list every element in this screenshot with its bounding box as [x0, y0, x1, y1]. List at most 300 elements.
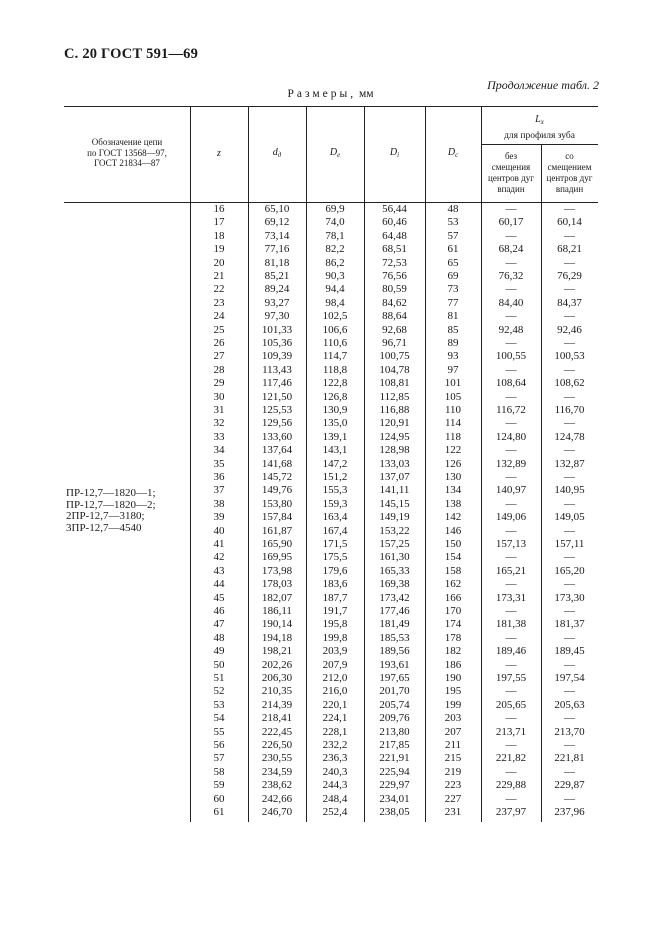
cell-Di: 104,78	[379, 363, 410, 376]
cell-De: 98,4	[325, 296, 345, 309]
cell-L-with: 140,95	[554, 484, 585, 497]
cell-De: 135,0	[322, 417, 348, 430]
cell-L-without: —	[505, 203, 517, 215]
cell-De: 147,2	[322, 457, 348, 470]
cell-Dc: 174	[444, 618, 462, 631]
cell-L-with: —	[564, 256, 575, 269]
cell-L-without: —	[505, 685, 517, 698]
cell-De: 130,9	[322, 404, 348, 416]
cell-d: 178,03	[261, 578, 293, 591]
sizes-caption-unit: мм	[356, 88, 374, 100]
cell-L-with: —	[564, 605, 575, 617]
cell-De: 199,8	[322, 631, 348, 644]
cell-Di: 64,48	[382, 229, 407, 242]
cell-De: 139,1	[322, 430, 348, 443]
cell-L-without: 92,48	[498, 323, 524, 336]
cell-Dc: 130	[444, 471, 462, 483]
cell-L-without: —	[505, 417, 517, 430]
cell-d: 218,41	[261, 712, 293, 725]
cell-Dc: 85	[447, 323, 459, 336]
cell-d: 85,21	[264, 270, 290, 282]
header-d	[248, 147, 306, 161]
cell-L-with: 221,81	[554, 752, 585, 765]
cell-Dc: 223	[444, 779, 462, 792]
cell-L-with: 205,63	[554, 698, 585, 711]
header-designation-line: Обозначение цепи	[91, 137, 163, 147]
cell-L-with: —	[564, 524, 575, 537]
cell-Dc: 110	[444, 404, 462, 416]
cell-z: 22	[213, 283, 225, 296]
cell-Di: 145,15	[379, 497, 410, 510]
chain-designation-line: 2ПР-12,7—3180;	[66, 510, 145, 523]
cell-Dc: 166	[444, 591, 462, 604]
cell-Dc: 134	[444, 484, 462, 497]
cell-L-with: —	[564, 685, 575, 698]
cell-z: 47	[213, 618, 225, 631]
cell-Dc: 190	[444, 672, 462, 684]
chain-designation-line: ПР-12,7—1820—1;	[66, 487, 156, 499]
header-L-without-line: без	[504, 151, 518, 161]
cell-Dc: 142	[444, 511, 462, 524]
table-top-rule	[64, 106, 598, 107]
cell-L-with: —	[564, 444, 575, 457]
cell-De: 191,7	[322, 605, 348, 617]
cell-Di: 197,65	[379, 672, 410, 684]
cell-L-with: —	[564, 578, 575, 591]
sizes-caption	[0, 88, 661, 100]
cell-z: 38	[213, 497, 225, 510]
cell-L-with: 181,37	[554, 618, 585, 631]
cell-Dc: 118	[444, 430, 462, 443]
cell-z: 48	[213, 631, 225, 644]
header-Di-symbol: D	[389, 147, 398, 158]
header-designation-line: ГОСТ 21834—87	[94, 158, 160, 168]
cell-d: 202,26	[261, 658, 293, 671]
cell-Di: 76,56	[382, 270, 407, 282]
cell-L-with: —	[564, 203, 575, 215]
cell-Di: 56,44	[382, 203, 407, 215]
cell-L-without: —	[505, 229, 517, 242]
header-designation-line: по ГОСТ 13568—97,	[87, 147, 167, 158]
cell-Di: 96,71	[382, 337, 407, 349]
cell-z: 27	[213, 350, 225, 363]
cell-Dc: 138	[444, 497, 462, 510]
cell-L-without: —	[505, 765, 517, 778]
header-L-with-line: со	[565, 151, 574, 161]
cell-De: 126,8	[322, 390, 348, 403]
header-Dc-sub: c	[455, 151, 459, 159]
cell-L-with: 173,30	[554, 591, 585, 604]
cell-L-without: 213,71	[495, 725, 527, 738]
cell-Di: 60,46	[382, 216, 407, 229]
cell-d: 157,84	[261, 511, 293, 524]
cell-z: 20	[213, 256, 225, 269]
cell-z: 46	[213, 605, 225, 617]
cell-De: 224,1	[322, 712, 348, 725]
cell-Di: 157,25	[379, 538, 410, 550]
cell-Dc: 146	[444, 524, 462, 537]
cell-De: 102,5	[322, 310, 348, 323]
cell-Di: 238,05	[379, 806, 410, 818]
cell-Di: 169,38	[379, 578, 410, 591]
cell-Dc: 114	[444, 417, 462, 430]
cell-Di: 108,81	[379, 377, 410, 390]
cell-z: 29	[213, 377, 225, 390]
cell-d: 190,14	[261, 618, 293, 631]
cell-L-with: —	[564, 417, 575, 430]
cell-L-with: —	[564, 363, 575, 376]
header-Lx-symbol: L	[535, 114, 541, 125]
cell-De: 106,6	[322, 323, 348, 336]
cell-L-without: 165,21	[495, 564, 527, 577]
cell-Di: 177,46	[379, 605, 410, 617]
cell-Di: 181,49	[379, 618, 410, 631]
cell-Di: 201,70	[379, 685, 410, 698]
cell-Di: 149,19	[379, 511, 410, 524]
header-L-with-line: впадин	[555, 184, 584, 194]
cell-L-without: —	[505, 444, 517, 457]
cell-L-with: 92,46	[557, 323, 582, 336]
cell-z: 49	[213, 645, 225, 658]
cell-L-with: —	[564, 739, 575, 751]
cell-Di: 112,85	[379, 390, 410, 403]
cell-L-without: 68,24	[498, 243, 524, 256]
cell-Di: 225,94	[379, 765, 410, 778]
cell-L-with: —	[564, 310, 575, 323]
cell-L-with: —	[564, 471, 575, 483]
cell-z: 35	[213, 457, 225, 470]
cell-d: 145,72	[261, 471, 293, 483]
cell-De: 220,1	[322, 698, 348, 711]
header-L-with-line: центров дуг	[546, 173, 593, 183]
cell-Di: 137,07	[379, 471, 410, 483]
cell-L-without: —	[505, 256, 517, 269]
header-De	[306, 147, 364, 161]
cell-De: 151,2	[322, 471, 348, 483]
cell-Dc: 227	[444, 792, 462, 805]
cell-De: 183,6	[322, 578, 348, 591]
cell-De: 163,4	[322, 511, 348, 524]
cell-Dc: 53	[447, 216, 459, 229]
cell-L-without: —	[505, 578, 517, 591]
cell-Di: 209,76	[379, 712, 410, 725]
cell-Di: 193,61	[379, 658, 410, 671]
cell-Dc: 93	[447, 350, 459, 363]
chain-designation-line: 3ПР-12,7—4540	[66, 521, 142, 534]
cell-L-without: 197,55	[495, 672, 527, 684]
cell-z: 45	[213, 591, 225, 604]
lx-caption-rule	[481, 144, 598, 145]
cell-Dc: 97	[447, 363, 459, 376]
cell-De: 86,2	[325, 256, 345, 269]
cell-d: 125,53	[261, 404, 293, 416]
cell-Di: 68,51	[382, 243, 407, 256]
cell-Di: 153,22	[379, 524, 410, 537]
cell-Di: 116,88	[379, 404, 410, 416]
cell-d: 194,18	[261, 631, 293, 644]
cell-L-with: —	[564, 497, 575, 510]
cell-Dc: 65	[447, 256, 459, 269]
cell-De: 207,9	[322, 658, 348, 671]
cell-L-without: 140,97	[495, 484, 527, 497]
cell-z: 43	[213, 564, 225, 577]
cell-Dc: 126	[444, 457, 462, 470]
cell-Dc: 215	[444, 752, 462, 765]
cell-Di: 165,33	[379, 564, 410, 577]
cell-L-with: —	[564, 658, 575, 671]
page-title: С. 20 ГОСТ 591—69	[64, 46, 199, 62]
cell-De: 118,8	[322, 363, 348, 376]
cell-z: 59	[213, 779, 225, 792]
cell-d: 121,50	[261, 390, 293, 403]
cell-De: 252,4	[322, 806, 348, 818]
cell-d: 81,18	[264, 256, 290, 269]
cell-L-with: —	[564, 337, 575, 349]
cell-d: 161,87	[261, 524, 293, 537]
cell-De: 195,8	[322, 618, 348, 631]
cell-L-with: —	[564, 229, 575, 242]
cell-L-without: —	[505, 792, 517, 805]
cell-L-with: —	[564, 631, 575, 644]
cell-L-without: 60,17	[498, 216, 524, 229]
sizes-caption-label: Размеры,	[287, 88, 357, 100]
cell-Dc: 170	[444, 605, 462, 617]
cell-L-with: 108,62	[554, 377, 585, 390]
cell-L-with: 60,14	[557, 216, 582, 229]
cell-De: 179,6	[322, 564, 348, 577]
cell-d: 246,70	[261, 806, 293, 818]
cell-L-without: 205,65	[495, 698, 527, 711]
cell-Di: 80,59	[382, 283, 407, 296]
cell-L-without: 189,46	[495, 645, 527, 658]
cell-Dc: 69	[447, 270, 459, 282]
cell-L-without: 76,32	[498, 270, 524, 282]
cell-L-without: 149,06	[495, 511, 527, 524]
cell-z: 58	[213, 765, 225, 778]
cell-d: 133,60	[261, 430, 293, 443]
cell-Dc: 203	[444, 712, 462, 725]
chain-designation-line: ПР-12,7—1820—2;	[66, 498, 156, 511]
cell-d: 226,50	[261, 739, 293, 751]
cell-d: 97,30	[264, 310, 290, 323]
cell-z: 28	[213, 363, 225, 376]
header-L-without-line: центров дуг	[488, 173, 534, 183]
cell-Di: 221,91	[379, 752, 410, 765]
header-Di-sub: i	[397, 151, 400, 159]
cell-z: 52	[213, 685, 225, 698]
cell-d: 69,12	[264, 216, 290, 229]
header-Di	[364, 147, 425, 161]
cell-Di: 189,56	[379, 645, 410, 658]
cell-z: 54	[213, 712, 225, 725]
cell-Dc: 162	[444, 578, 462, 591]
cell-z: 25	[213, 323, 225, 336]
cell-z: 26	[213, 337, 225, 349]
cell-Di: 205,74	[379, 698, 410, 711]
cell-d: 198,21	[261, 645, 293, 658]
table-continuation-note: Продолжение табл. 2	[487, 78, 599, 92]
cell-z: 51	[213, 672, 225, 684]
cell-Di: 72,53	[382, 256, 407, 269]
cell-L-without: —	[505, 712, 517, 725]
cell-L-with: 189,45	[554, 645, 585, 658]
cell-z: 44	[213, 578, 225, 591]
cell-d: 186,11	[262, 605, 292, 617]
cell-Dc: 61	[447, 243, 459, 256]
cell-Dc: 186	[444, 658, 462, 671]
cell-L-with: 132,87	[554, 457, 585, 470]
cell-Di: 141,11	[379, 484, 410, 497]
cell-L-without: —	[505, 310, 517, 323]
cell-z: 34	[213, 444, 225, 457]
cell-Dc: 101	[444, 377, 462, 390]
cell-d: 77,16	[264, 243, 290, 256]
cell-L-without: 84,40	[498, 296, 524, 309]
cell-L-with: 68,21	[557, 243, 582, 256]
cell-z: 55	[213, 725, 225, 738]
cell-L-without: 221,82	[495, 752, 527, 765]
header-L-with-line: смещением	[547, 162, 592, 172]
cell-L-without: —	[505, 337, 517, 349]
header-Lx-symbol-line	[481, 114, 598, 128]
cell-d: 153,80	[261, 497, 293, 510]
cell-z: 31	[213, 404, 225, 416]
cell-d: 73,14	[264, 229, 290, 242]
cell-De: 143,1	[322, 444, 348, 457]
cell-Dc: 81	[447, 310, 459, 323]
cell-L-with: 124,78	[554, 430, 585, 443]
cell-Di: 100,75	[379, 350, 410, 363]
cell-L-with: —	[564, 551, 575, 564]
cell-z: 33	[213, 430, 225, 443]
cell-L-without: —	[505, 524, 517, 537]
cell-Di: 161,30	[379, 551, 410, 564]
cell-z: 60	[213, 792, 225, 805]
cell-d: 149,76	[261, 484, 293, 497]
cell-L-with: —	[564, 283, 575, 296]
cell-Dc: 154	[444, 551, 462, 564]
header-L-without-line: впадин	[497, 184, 525, 194]
cell-d: 222,45	[261, 725, 293, 738]
cell-L-without: —	[505, 605, 517, 617]
cell-d: 210,35	[261, 685, 293, 698]
cell-d: 93,27	[264, 296, 290, 309]
cell-z: 56	[213, 739, 225, 751]
cell-L-without: —	[505, 739, 517, 751]
cell-L-with: 213,70	[554, 725, 585, 738]
cell-Dc: 199	[444, 698, 462, 711]
header-De-sub: e	[337, 151, 341, 159]
cell-L-without: 173,31	[495, 591, 527, 604]
header-designation	[64, 137, 190, 169]
cell-z: 23	[213, 296, 225, 309]
cell-L-without: 132,89	[495, 457, 527, 470]
cell-De: 90,3	[325, 270, 345, 282]
cell-L-without: —	[505, 390, 517, 403]
cell-Di: 128,98	[379, 444, 410, 457]
cell-De: 82,2	[325, 243, 345, 256]
header-d-symbol: d	[272, 147, 278, 158]
cell-L-without: 124,80	[495, 430, 527, 443]
cell-z: 42	[213, 551, 225, 564]
cell-L-with: 149,05	[554, 511, 585, 524]
cell-De: 74,0	[325, 216, 345, 229]
cell-d: 238,62	[261, 779, 293, 792]
cell-z: 16	[213, 203, 225, 215]
cell-z: 30	[213, 390, 225, 403]
cell-d: 137,64	[261, 444, 293, 457]
cell-z: 19	[213, 243, 225, 256]
cell-L-with: 237,96	[554, 806, 585, 818]
cell-De: 244,3	[322, 779, 348, 792]
cell-L-with: 229,87	[554, 779, 585, 792]
header-Dc-symbol: D	[447, 147, 456, 158]
cell-Dc: 158	[444, 564, 462, 577]
header-Lx-sub: x	[540, 118, 544, 126]
header-L-with-offset	[541, 151, 598, 195]
cell-L-with: —	[564, 792, 575, 805]
cell-L-with: 157,11	[554, 538, 585, 550]
cell-Dc: 182	[444, 645, 462, 658]
cell-z: 53	[213, 698, 225, 711]
cell-Di: 133,03	[379, 457, 410, 470]
cell-Dc: 195	[444, 685, 462, 698]
cell-z: 57	[213, 752, 225, 765]
cell-d: 117,46	[262, 377, 292, 390]
header-L-without-offset	[481, 151, 541, 195]
cell-d: 129,56	[261, 417, 293, 430]
cell-De: 216,0	[322, 685, 348, 698]
cell-d: 165,90	[261, 538, 293, 550]
cell-L-without: 157,13	[495, 538, 527, 550]
cell-De: 175,5	[322, 551, 348, 564]
cell-De: 171,5	[322, 538, 348, 550]
header-L-without-line: смещения	[491, 162, 531, 172]
cell-z: 18	[213, 229, 225, 242]
cell-z: 37	[213, 484, 225, 497]
cell-Dc: 150	[444, 538, 462, 550]
cell-De: 187,7	[322, 591, 348, 604]
cell-d: 113,43	[262, 363, 292, 376]
cell-L-without: —	[505, 283, 517, 296]
header-De-symbol: D	[329, 147, 338, 158]
cell-L-with: —	[564, 712, 575, 725]
cell-Di: 185,53	[379, 631, 410, 644]
cell-Dc: 207	[444, 725, 462, 738]
cell-L-without: 237,97	[495, 806, 527, 818]
cell-Di: 229,97	[379, 779, 410, 792]
cell-z: 50	[213, 658, 225, 671]
cell-L-without: —	[505, 658, 517, 671]
cell-Dc: 89	[447, 337, 459, 349]
cell-d: 141,68	[261, 457, 293, 470]
cell-d: 65,10	[264, 203, 290, 215]
cell-De: 167,4	[322, 524, 348, 537]
cell-De: 155,3	[322, 484, 348, 497]
cell-L-without: 181,38	[495, 618, 527, 631]
cell-L-with: —	[564, 390, 575, 403]
cell-L-with: 116,70	[554, 404, 585, 416]
cell-De: 228,1	[322, 725, 348, 738]
cell-L-without: 116,72	[496, 404, 526, 416]
cell-Dc: 219	[444, 765, 462, 778]
cell-L-without: —	[505, 471, 517, 483]
cell-z: 61	[213, 806, 225, 818]
cell-De: 110,6	[322, 337, 348, 349]
cell-L-without: —	[505, 631, 517, 644]
cell-L-with: 197,54	[554, 672, 585, 684]
cell-L-without: 100,55	[495, 350, 527, 363]
